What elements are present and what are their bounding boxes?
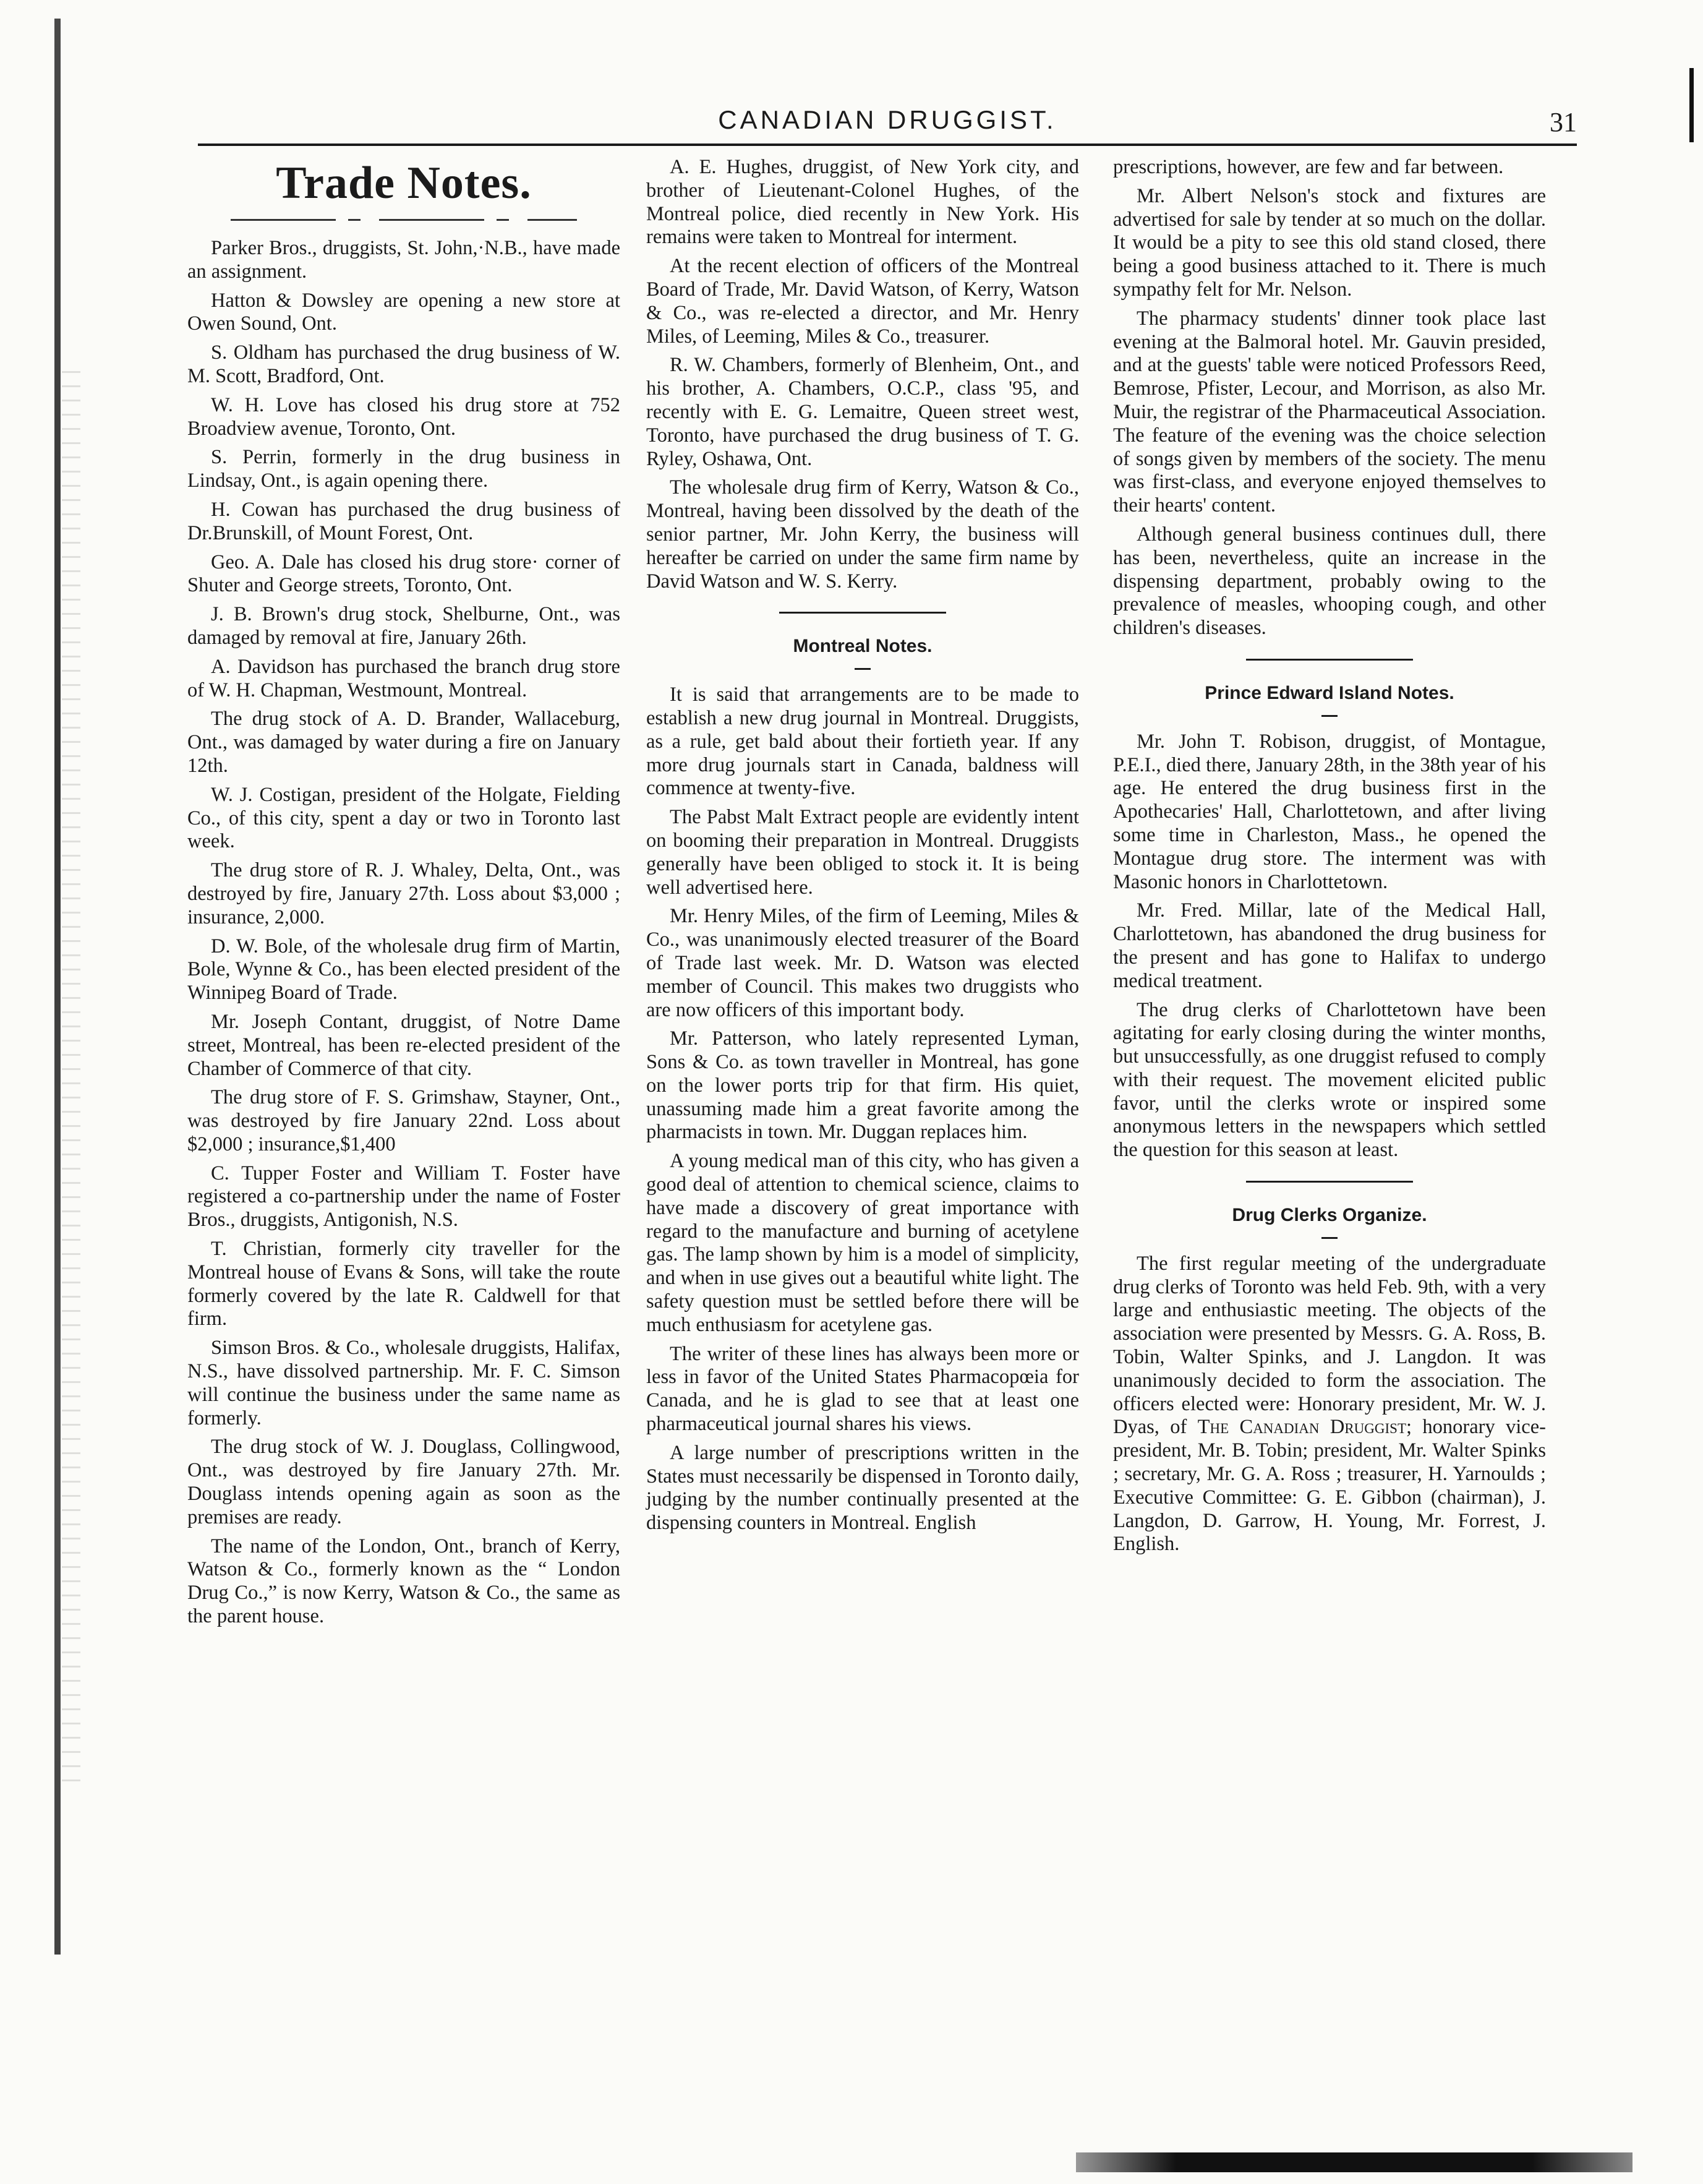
section-rule bbox=[779, 612, 946, 614]
montreal-notes-title: Montreal Notes. bbox=[793, 636, 933, 657]
scan-left-edge bbox=[54, 19, 61, 1955]
column-right bbox=[1113, 156, 1546, 1562]
trade-note-item: Mr. Joseph Contant, druggist, of Notre Dame street, Montreal, has been re-elected president of the Chamber of Commerce of that city. bbox=[187, 1010, 620, 1080]
drug-clerks-text-b: ; honorary vice-president, Mr. B. Tobin; president, Mr. Walter Spinks ; secretary, Mr. G. A. Ross ; treasurer, H. Yarnoulds ; Executive Committee: G. E. Gibbon (chairman), J. Langdon, D. Garrow, H. Young, Mr. Forrest, J. English. bbox=[1113, 1416, 1546, 1556]
scan-edge-speckle bbox=[62, 371, 80, 1794]
trade-note-item: C. Tupper Foster and William T. Foster have registered a co-partnership under the name of Foster Bros., druggists, Antigonish, N.S. bbox=[187, 1162, 620, 1231]
trade-note-item: R. W. Chambers, formerly of Blenheim, Ont., and his brother, A. Chambers, O.C.P., class '95, and recently with E. G. Lemaitre, Queen street west, Toronto, have purchased the drug business of T. G. Ryley, Oshawa, Ont. bbox=[646, 354, 1079, 470]
running-head bbox=[198, 105, 1577, 142]
header-rule bbox=[198, 143, 1577, 146]
trade-note-item: The name of the London, Ont., branch of Kerry, Watson & Co., formerly known as the “ London Drug Co.,” is now Kerry, Watson & Co., the same as the parent house. bbox=[187, 1535, 620, 1628]
trade-note-item: W. J. Costigan, president of the Holgate, Fielding Co., of this city, spent a day or two in Toronto last week. bbox=[187, 783, 620, 853]
trade-note-item: W. H. Love has closed his drug store at 752 Broadview avenue, Toronto, Ont. bbox=[187, 393, 620, 440]
trade-note-item: A. E. Hughes, druggist, of New York city, and brother of Lieutenant-Colonel Hughes, of the Montreal police, died recently in New York. His remains were taken to Montreal for interment. bbox=[646, 156, 1079, 249]
section-dash bbox=[1321, 1237, 1338, 1239]
montreal-notes-continued bbox=[1113, 185, 1546, 640]
trade-note-item: The drug stock of W. J. Douglass, Collingwood, Ont., was destroyed by fire January 27th. Mr. Douglass intends opening again as soon as the premises are ready. bbox=[187, 1436, 620, 1528]
trade-notes-list bbox=[187, 237, 620, 1629]
montreal-notes-list bbox=[646, 683, 1079, 1535]
montreal-note-item: Mr. Albert Nelson's stock and fixtures are advertised for sale by tender at so much on the dollar. It would be a pity to see this old stand closed, there being a good business attached to it. There is much sympathy felt for Mr. Nelson. bbox=[1113, 184, 1546, 301]
trade-note-item: The drug stock of A. D. Brander, Wallaceburg, Ont., was damaged by water during a fire on January 12th. bbox=[187, 708, 620, 777]
drug-clerks-paragraph bbox=[1113, 1253, 1546, 1556]
trade-note-item: At the recent election of officers of the Montreal Board of Trade, Mr. David Watson, of Kerry, Watson & Co., was re-elected a director, and Mr. Henry Miles, of Leeming, Miles & Co., treasurer. bbox=[646, 255, 1079, 348]
montreal-note-item: It is said that arrangements are to be made to establish a new drug journal in Montreal. Druggists, as a rule, get bald about their fortieth year. If any more drug journals start in Canada, baldness will commence at twenty-five. bbox=[646, 683, 1079, 800]
montreal-continued-first: prescriptions, however, are few and far between. bbox=[1113, 156, 1504, 178]
section-dash bbox=[855, 668, 871, 670]
montreal-note-item: Mr. Henry Miles, of the firm of Leeming, Miles & Co., was unanimously elected treasurer of the Board of Trade last week. Mr. D. Watson was elected member of Council. This makes two druggists who are now officers of this important body. bbox=[646, 905, 1079, 1021]
section-dash bbox=[1321, 715, 1338, 717]
pei-note-item: Mr. Fred. Millar, late of the Medical Hall, Charlottetown, has abandoned the drug business for the present and has gone to Halifax to undergo medical treatment. bbox=[1113, 899, 1546, 992]
pei-notes-title: Prince Edward Island Notes. bbox=[1205, 682, 1454, 703]
trade-note-item: Simson Bros. & Co., wholesale druggists, Halifax, N.S., have dissolved partnership. Mr. F. C. Simson will continue the business under the same name as formerly. bbox=[187, 1337, 620, 1429]
trade-note-item: H. Cowan has purchased the drug business of Dr.Brunskill, of Mount Forest, Ont. bbox=[187, 498, 620, 544]
montreal-note-item: A large number of prescriptions written in the States must necessarily be dispensed in Toronto daily, judging by the number continually presented at the dispensing counters in Montreal. English bbox=[646, 1441, 1079, 1535]
title-rule bbox=[231, 219, 577, 221]
montreal-note-item: A young medical man of this city, who has given a good deal of attention to chemical science, claims to have made a discovery of great importance with regard to the manufacture and burning of acetylene gas. The lamp shown by him is a model of simplicity, and when in use gives out a beautiful white light. The safety question must be settled before there will be much enthusiasm for acetylene gas. bbox=[646, 1150, 1079, 1336]
trade-note-item: Hatton & Dowsley are opening a new store at Owen Sound, Ont. bbox=[187, 289, 620, 335]
pei-note-item: Mr. John T. Robison, druggist, of Montague, P.E.I., died there, January 28th, in the 38th year of his age. He entered the drug business first in the Apothecaries' Hall, Charlottetown, and after living some time in Charleston, Mass., he opened the Montague drug store. The interment was with Masonic honors in Charlottetown. bbox=[1113, 730, 1546, 893]
montreal-note-item: Although general business continues dull, there has been, nevertheless, quite an increase in the dispensing department, probably owing to the prevalence of measles, whooping cough, and other children's diseases. bbox=[1113, 523, 1546, 640]
montreal-note-item: Mr. Patterson, who lately represented Lyman, Sons & Co. as town traveller in Montreal, has gone on the lower ports trip for that firm. His quiet, unassuming made him a great favorite among the pharmacists in town. Mr. Duggan replaces him. bbox=[646, 1027, 1079, 1144]
drug-clerks-text-a: The first regular meeting of the undergraduate drug clerks of Toronto was held Feb. 9th, with a very large and enthusiastic meeting. The objects of the association were presented by Messrs. G. A. Ross, B. Tobin, Walter Spinks, and J. Langdon. It was unanimously decided to form the association. The officers elected were: Honorary president, Mr. W. J. Dyas, of bbox=[1113, 1252, 1546, 1439]
montreal-note-item: The writer of these lines has always been more or less in favor of the United States Pharmacopœia for Canada, and he is glad to see that at least one pharmaceutical journal shares his views. bbox=[646, 1342, 1079, 1436]
scan-right-mark bbox=[1689, 68, 1694, 142]
section-rule bbox=[1246, 659, 1413, 661]
trade-note-item: S. Oldham has purchased the drug business of W. M. Scott, Bradford, Ont. bbox=[187, 341, 620, 387]
trade-notes-continued bbox=[646, 156, 1079, 593]
pei-notes-list bbox=[1113, 730, 1546, 1162]
pei-note-item: The drug clerks of Charlottetown have been agitating for early closing during the winter months, but unsuccessfully, as one druggist refused to comply with their request. The movement elicited public favor, until the clerks wrote or inspired some anonymous letters in the newspapers which settled the question for this season at least. bbox=[1113, 998, 1546, 1162]
trade-note-item: The drug store of R. J. Whaley, Delta, Ont., was destroyed by fire, January 27th. Loss about $3,000 ; insurance, 2,000. bbox=[187, 859, 620, 928]
page-number: 31 bbox=[1550, 107, 1577, 137]
trade-note-item: The wholesale drug firm of Kerry, Watson & Co., Montreal, having been dissolved by the death of the senior partner, Mr. John Kerry, the business will hereafter be carried on under the same firm name by David Watson and W. S. Kerry. bbox=[646, 476, 1079, 593]
drug-clerks-title: Drug Clerks Organize. bbox=[1232, 1205, 1427, 1226]
trade-note-item: A. Davidson has purchased the branch drug store of W. H. Chapman, Westmount, Montreal. bbox=[187, 655, 620, 701]
journal-name: The Canadian Druggist bbox=[1197, 1416, 1406, 1439]
column-left bbox=[187, 156, 620, 1634]
montreal-note-item: The Pabst Malt Extract people are evidently intent on booming their preparation in Montreal. Druggists generally have been obliged to stock it. It is being well advertised here. bbox=[646, 806, 1079, 899]
running-title: CANADIAN DRUGGIST. bbox=[718, 105, 1057, 134]
trade-note-item: S. Perrin, formerly in the drug business in Lindsay, Ont., is again opening there. bbox=[187, 446, 620, 492]
trade-note-item: The drug store of F. S. Grimshaw, Stayner, Ont., was destroyed by fire January 22nd. Loss about $2,000 ; insurance,$1,400 bbox=[187, 1086, 620, 1155]
scan-bottom-bar bbox=[1076, 2152, 1633, 2172]
montreal-note-item: The pharmacy students' dinner took place last evening at the Balmoral hotel. Mr. Gauvin presided, and at the guests' table were noticed Professors Reed, Bemrose, Pfister, Lecour, and Morrison, as also Mr. Muir, the registrar of the Pharmaceutical Association. The feature of the evening was the choice selection of songs given by members of the society. The menu was first-class, and everyone enjoyed themselves to their hearts' content. bbox=[1113, 307, 1546, 517]
trade-notes-title: Trade Notes. bbox=[276, 158, 532, 208]
trade-note-item: Parker Bros., druggists, St. John,·N.B., have made an assignment. bbox=[187, 237, 620, 283]
trade-note-item: Geo. A. Dale has closed his drug store· corner of Shuter and George streets, Toronto, Ont. bbox=[187, 550, 620, 597]
column-middle bbox=[646, 156, 1079, 1541]
section-rule bbox=[1246, 1181, 1413, 1183]
trade-note-item: J. B. Brown's drug stock, Shelburne, Ont., was damaged by removal at fire, January 26th. bbox=[187, 603, 620, 649]
trade-note-item: T. Christian, formerly city traveller for the Montreal house of Evans & Sons, will take the route formerly covered by the late R. Caldwell for that firm. bbox=[187, 1238, 620, 1330]
trade-note-item: D. W. Bole, of the wholesale drug firm of Martin, Bole, Wynne & Co., has been elected president of the Winnipeg Board of Trade. bbox=[187, 935, 620, 1004]
